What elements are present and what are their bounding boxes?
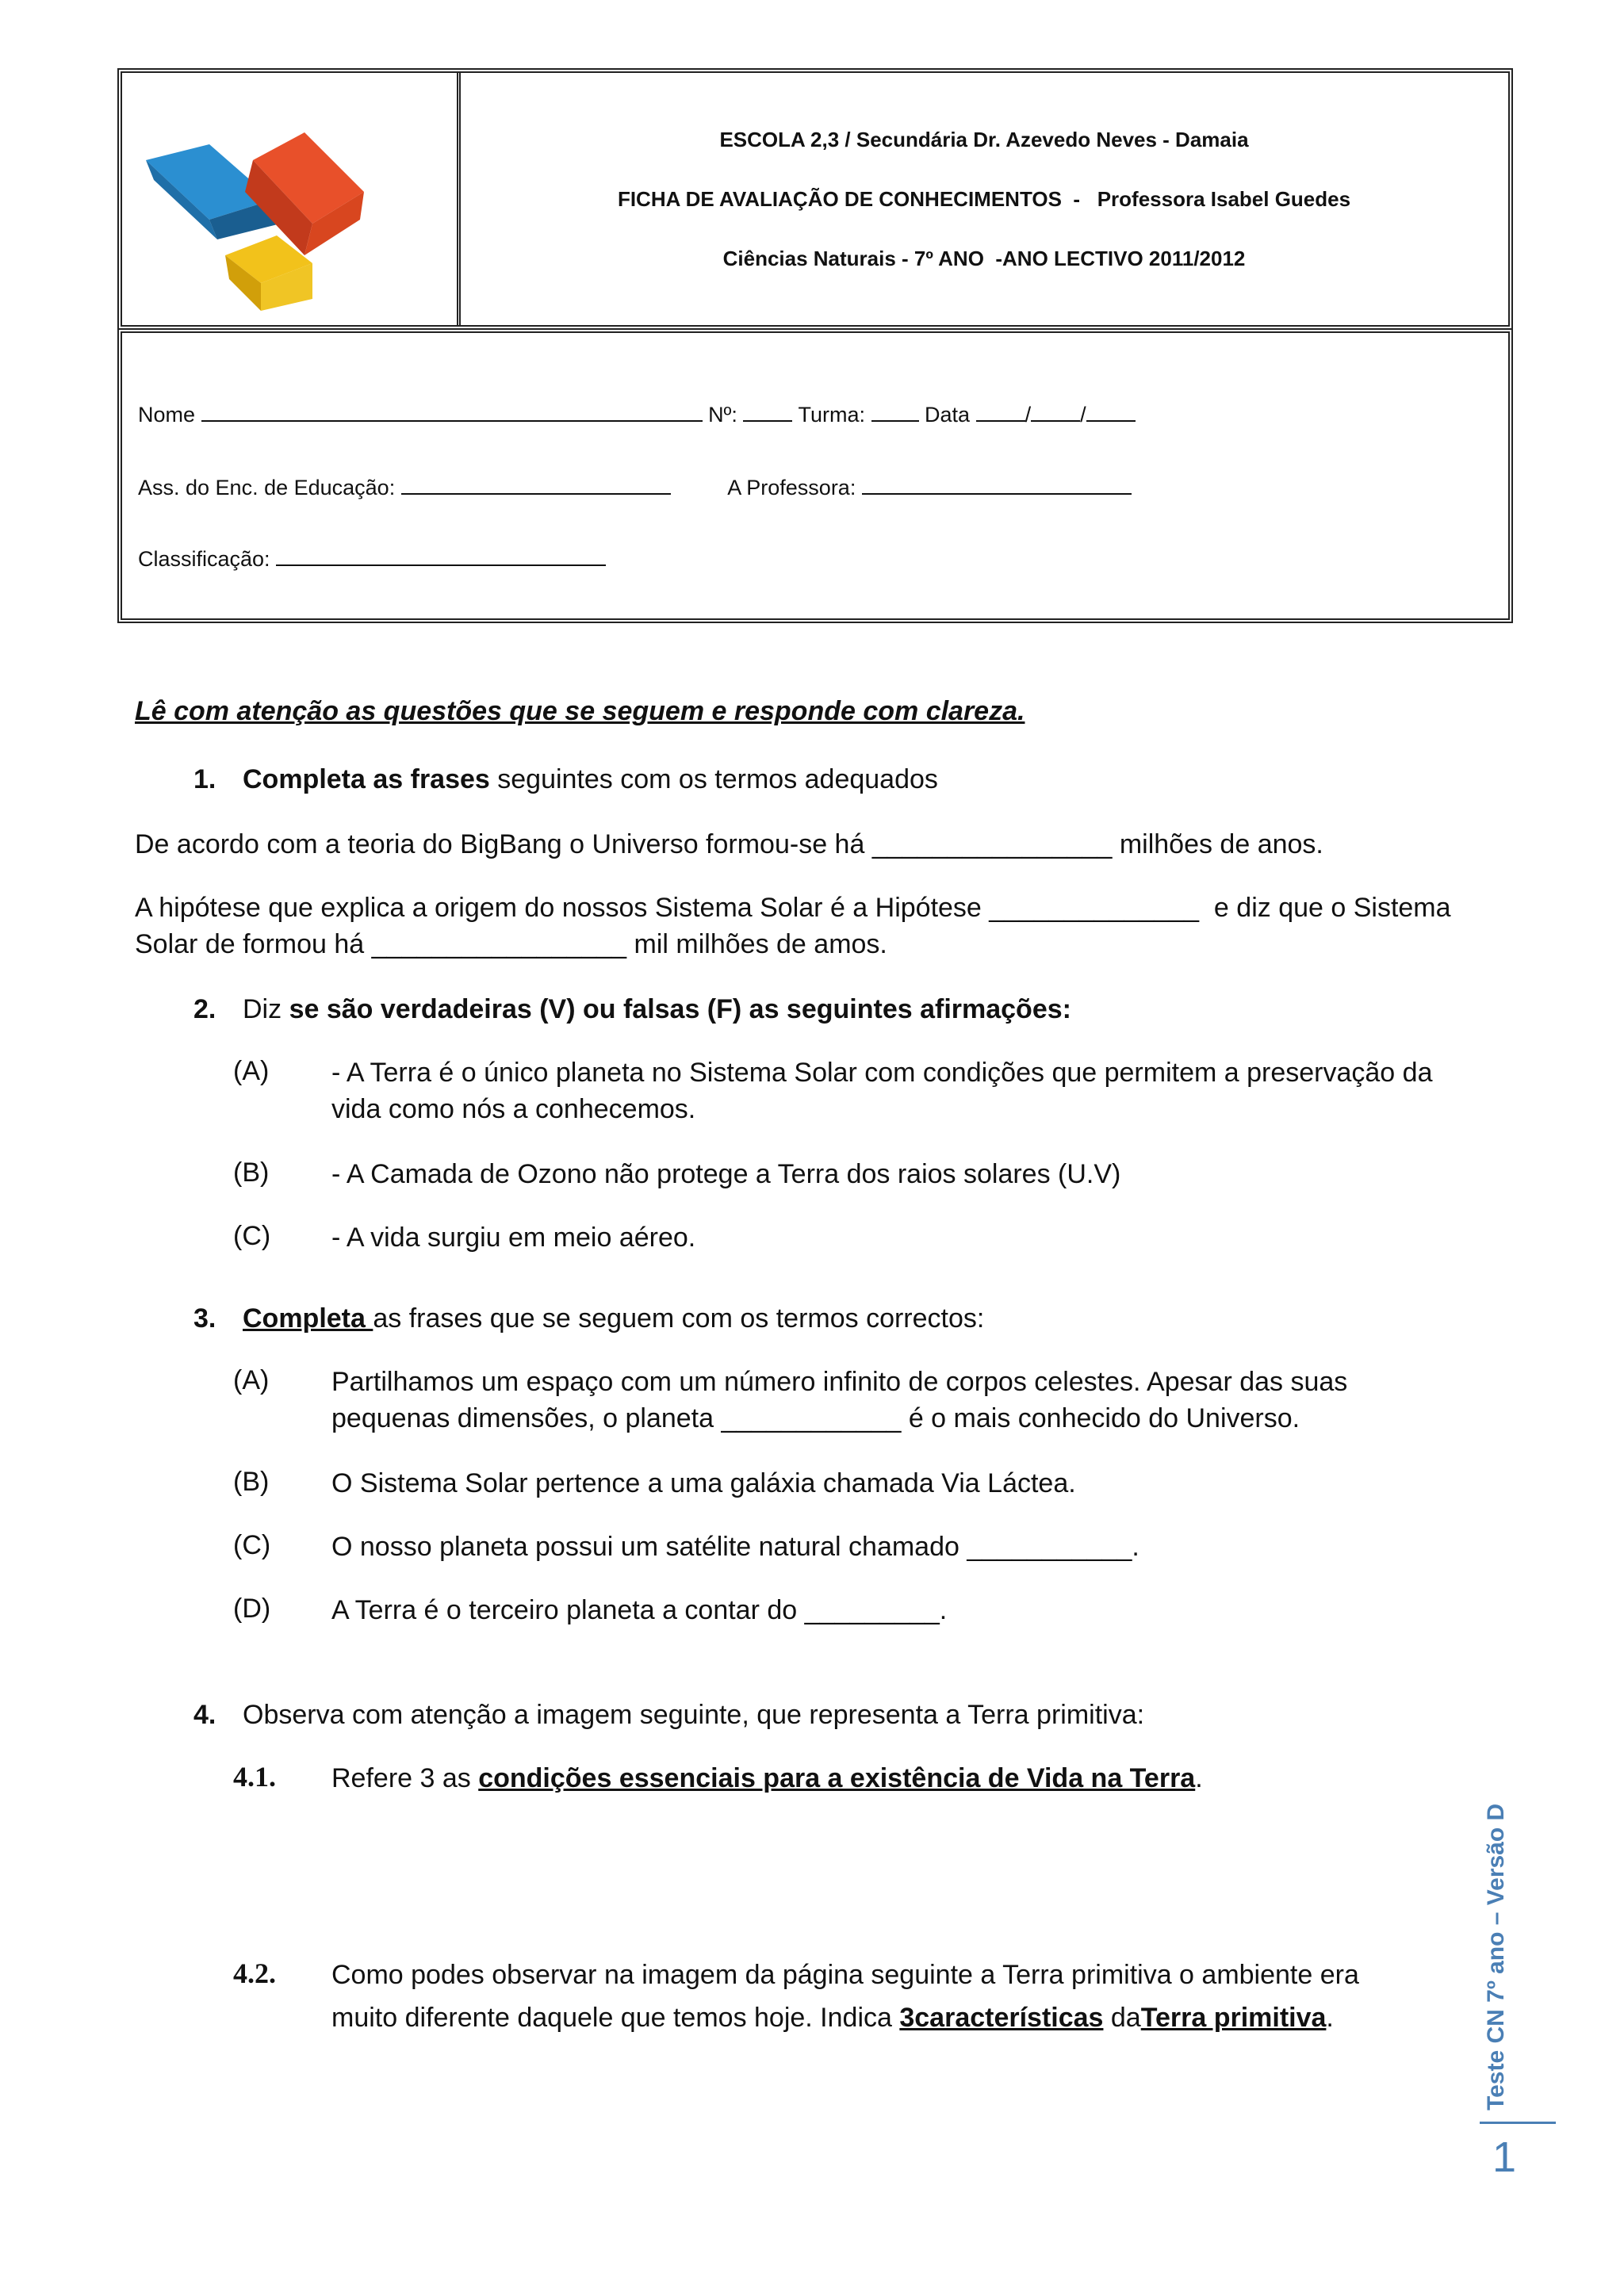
question-2-heading — [193, 991, 1071, 1027]
q4-2-text-b: da — [1103, 2003, 1141, 2033]
q2-item-a-line2: vida como nós a conhecemos. — [331, 1094, 696, 1124]
footer-divider — [1480, 2122, 1556, 2124]
q4-2-line1: Como podes observar na imagem da página seguinte a Terra primitiva o ambiente era — [331, 1960, 1359, 1990]
field-row-name: Nome Nº: Turma: Data / / — [138, 401, 1136, 427]
header-box — [117, 68, 1513, 330]
q4-2-line2 — [331, 1999, 1334, 2036]
q4-2-underlined-2: Terra primitiva — [1140, 2003, 1327, 2033]
q4-1-text — [331, 1760, 1203, 1797]
question-4-text: Observa com atenção a imagem seguinte, que representa a Terra primitiva: — [243, 1700, 1145, 1730]
date-label: Data — [925, 403, 971, 427]
q3-item-d-line1: A Terra é o terceiro planeta a contar do _________. — [331, 1595, 948, 1625]
field-row-signatures — [138, 474, 1132, 500]
field-row-grade — [138, 545, 606, 572]
q4-2-text-c: . — [1326, 2003, 1334, 2033]
question-2-plain: Diz — [243, 994, 289, 1024]
q4-2-number: 4.2. — [233, 1957, 276, 1989]
question-1-heading — [193, 761, 938, 798]
q4-2-underlined-1: 3características — [899, 2003, 1104, 2033]
q2-item-a-line1: - A Terra é o único planeta no Sistema Solar com condições que permitem a preservação da — [331, 1058, 1433, 1088]
q3-item-a-line1: Partilhamos um espaço com um número infinito de corpos celestes. Apesar das suas — [331, 1367, 1348, 1397]
q3-item-b-label: (B) — [233, 1467, 270, 1497]
q3-item-c-line1: O nosso planeta possui um satélite natural chamado ___________. — [331, 1532, 1139, 1562]
q3-item-d-label: (D) — [233, 1594, 271, 1624]
teacher-signature-field[interactable] — [862, 474, 1132, 495]
q2-item-c-label: (C) — [233, 1221, 271, 1251]
student-fields-box — [117, 328, 1513, 623]
q2-item-c-line1: - A vida surgiu em meio aéreo. — [331, 1223, 696, 1253]
page-number: 1 — [1492, 2133, 1517, 2181]
q1-p1-blank[interactable]: ________________ — [871, 829, 1113, 859]
side-version-label: Teste CN 7º ano – Versão D — [1483, 1803, 1509, 2110]
logo-cubes-icon — [122, 73, 447, 319]
question-3-number: 3. — [193, 1303, 216, 1334]
date-month-field[interactable] — [1031, 401, 1080, 422]
q4-1-text-a: Refere 3 as — [331, 1763, 479, 1793]
date-year-field[interactable] — [1086, 401, 1136, 422]
q4-2-text-a: muito diferente daquele que temos hoje. Indica — [331, 2003, 900, 2033]
q4-1-underlined: condições essenciais para a existência de Vida na Terra — [478, 1763, 1196, 1793]
question-4-number: 4. — [193, 1700, 216, 1730]
grade-label: Classificação: — [138, 547, 270, 571]
question-1-number: 1. — [193, 764, 216, 794]
question-1-bold: Completa as frases — [243, 764, 490, 794]
q4-1-number: 4.1. — [233, 1761, 276, 1793]
q3-item-a-line2: pequenas dimensões, o planeta ____________ é o mais conhecido do Universo. — [331, 1403, 1300, 1433]
q1-p1-text-b: milhões de anos. — [1112, 829, 1323, 859]
q1-p2-text-b: e diz que o Sistema — [1199, 893, 1451, 923]
q1-p2-text-d: mil milhões de amos. — [626, 929, 887, 959]
name-field[interactable] — [201, 401, 703, 422]
q2-item-b-label: (B) — [233, 1158, 270, 1188]
question-4-heading — [193, 1697, 1144, 1733]
q3-item-c-label: (C) — [233, 1530, 271, 1560]
school-name: ESCOLA 2,3 / Secundária Dr. Azevedo Neves - Damaia — [719, 127, 1249, 151]
q1-p2-text-a: A hipótese que explica a origem do nossos Sistema Solar é a Hipótese — [135, 893, 990, 923]
sheet-title: FICHA DE AVALIAÇÃO DE CONHECIMENTOS - Professora Isabel Guedes — [617, 186, 1351, 211]
name-label: Nome — [138, 403, 196, 427]
question-1-rest: seguintes com os termos adequados — [489, 764, 938, 794]
question-3-heading — [193, 1300, 984, 1337]
guardian-label: Ass. do Enc. de Educação: — [138, 476, 396, 499]
q1-p1-text-a: De acordo com a teoria do BigBang o Universo formou-se há — [135, 829, 872, 859]
question-1-sentence-2 — [135, 890, 1451, 926]
class-field[interactable] — [871, 401, 919, 422]
teacher-label: A Professora: — [727, 476, 856, 499]
q3-item-b-line1: O Sistema Solar pertence a uma galáxia chamada Via Láctea. — [331, 1468, 1076, 1498]
q2-item-a-label: (A) — [233, 1056, 270, 1086]
question-1-sentence-2b — [135, 926, 887, 962]
question-3-bold: Completa — [243, 1303, 373, 1334]
date-day-field[interactable] — [976, 401, 1025, 422]
grade-field[interactable] — [276, 545, 606, 566]
guardian-signature-field[interactable] — [401, 474, 671, 495]
q2-item-b-line1: - A Camada de Ozono não protege a Terra dos raios solares (U.V) — [331, 1159, 1121, 1189]
header-text — [460, 73, 1508, 325]
school-logo — [122, 73, 461, 325]
question-2-number: 2. — [193, 994, 216, 1024]
subject-line: Ciências Naturais - 7º ANO -ANO LECTIVO 2011/2012 — [722, 246, 1246, 270]
q3-item-a-label: (A) — [233, 1365, 270, 1395]
number-label: Nº: — [708, 403, 737, 427]
q1-p2-text-c: Solar de formou há — [135, 929, 372, 959]
instructions: Lê com atenção as questões que se seguem e responde com clareza. — [135, 696, 1025, 726]
class-label: Turma: — [798, 403, 865, 427]
q1-p2-blank-2[interactable]: _________________ — [371, 929, 627, 959]
q1-p2-blank-1[interactable]: ______________ — [989, 893, 1200, 923]
q4-1-text-b: . — [1195, 1763, 1203, 1793]
question-3-rest: as frases que se seguem com os termos correctos: — [373, 1303, 985, 1334]
question-2-bold: se são verdadeiras (V) ou falsas (F) as seguintes afirmações: — [289, 994, 1071, 1024]
question-1-sentence-1 — [135, 826, 1323, 863]
number-field[interactable] — [743, 401, 792, 422]
